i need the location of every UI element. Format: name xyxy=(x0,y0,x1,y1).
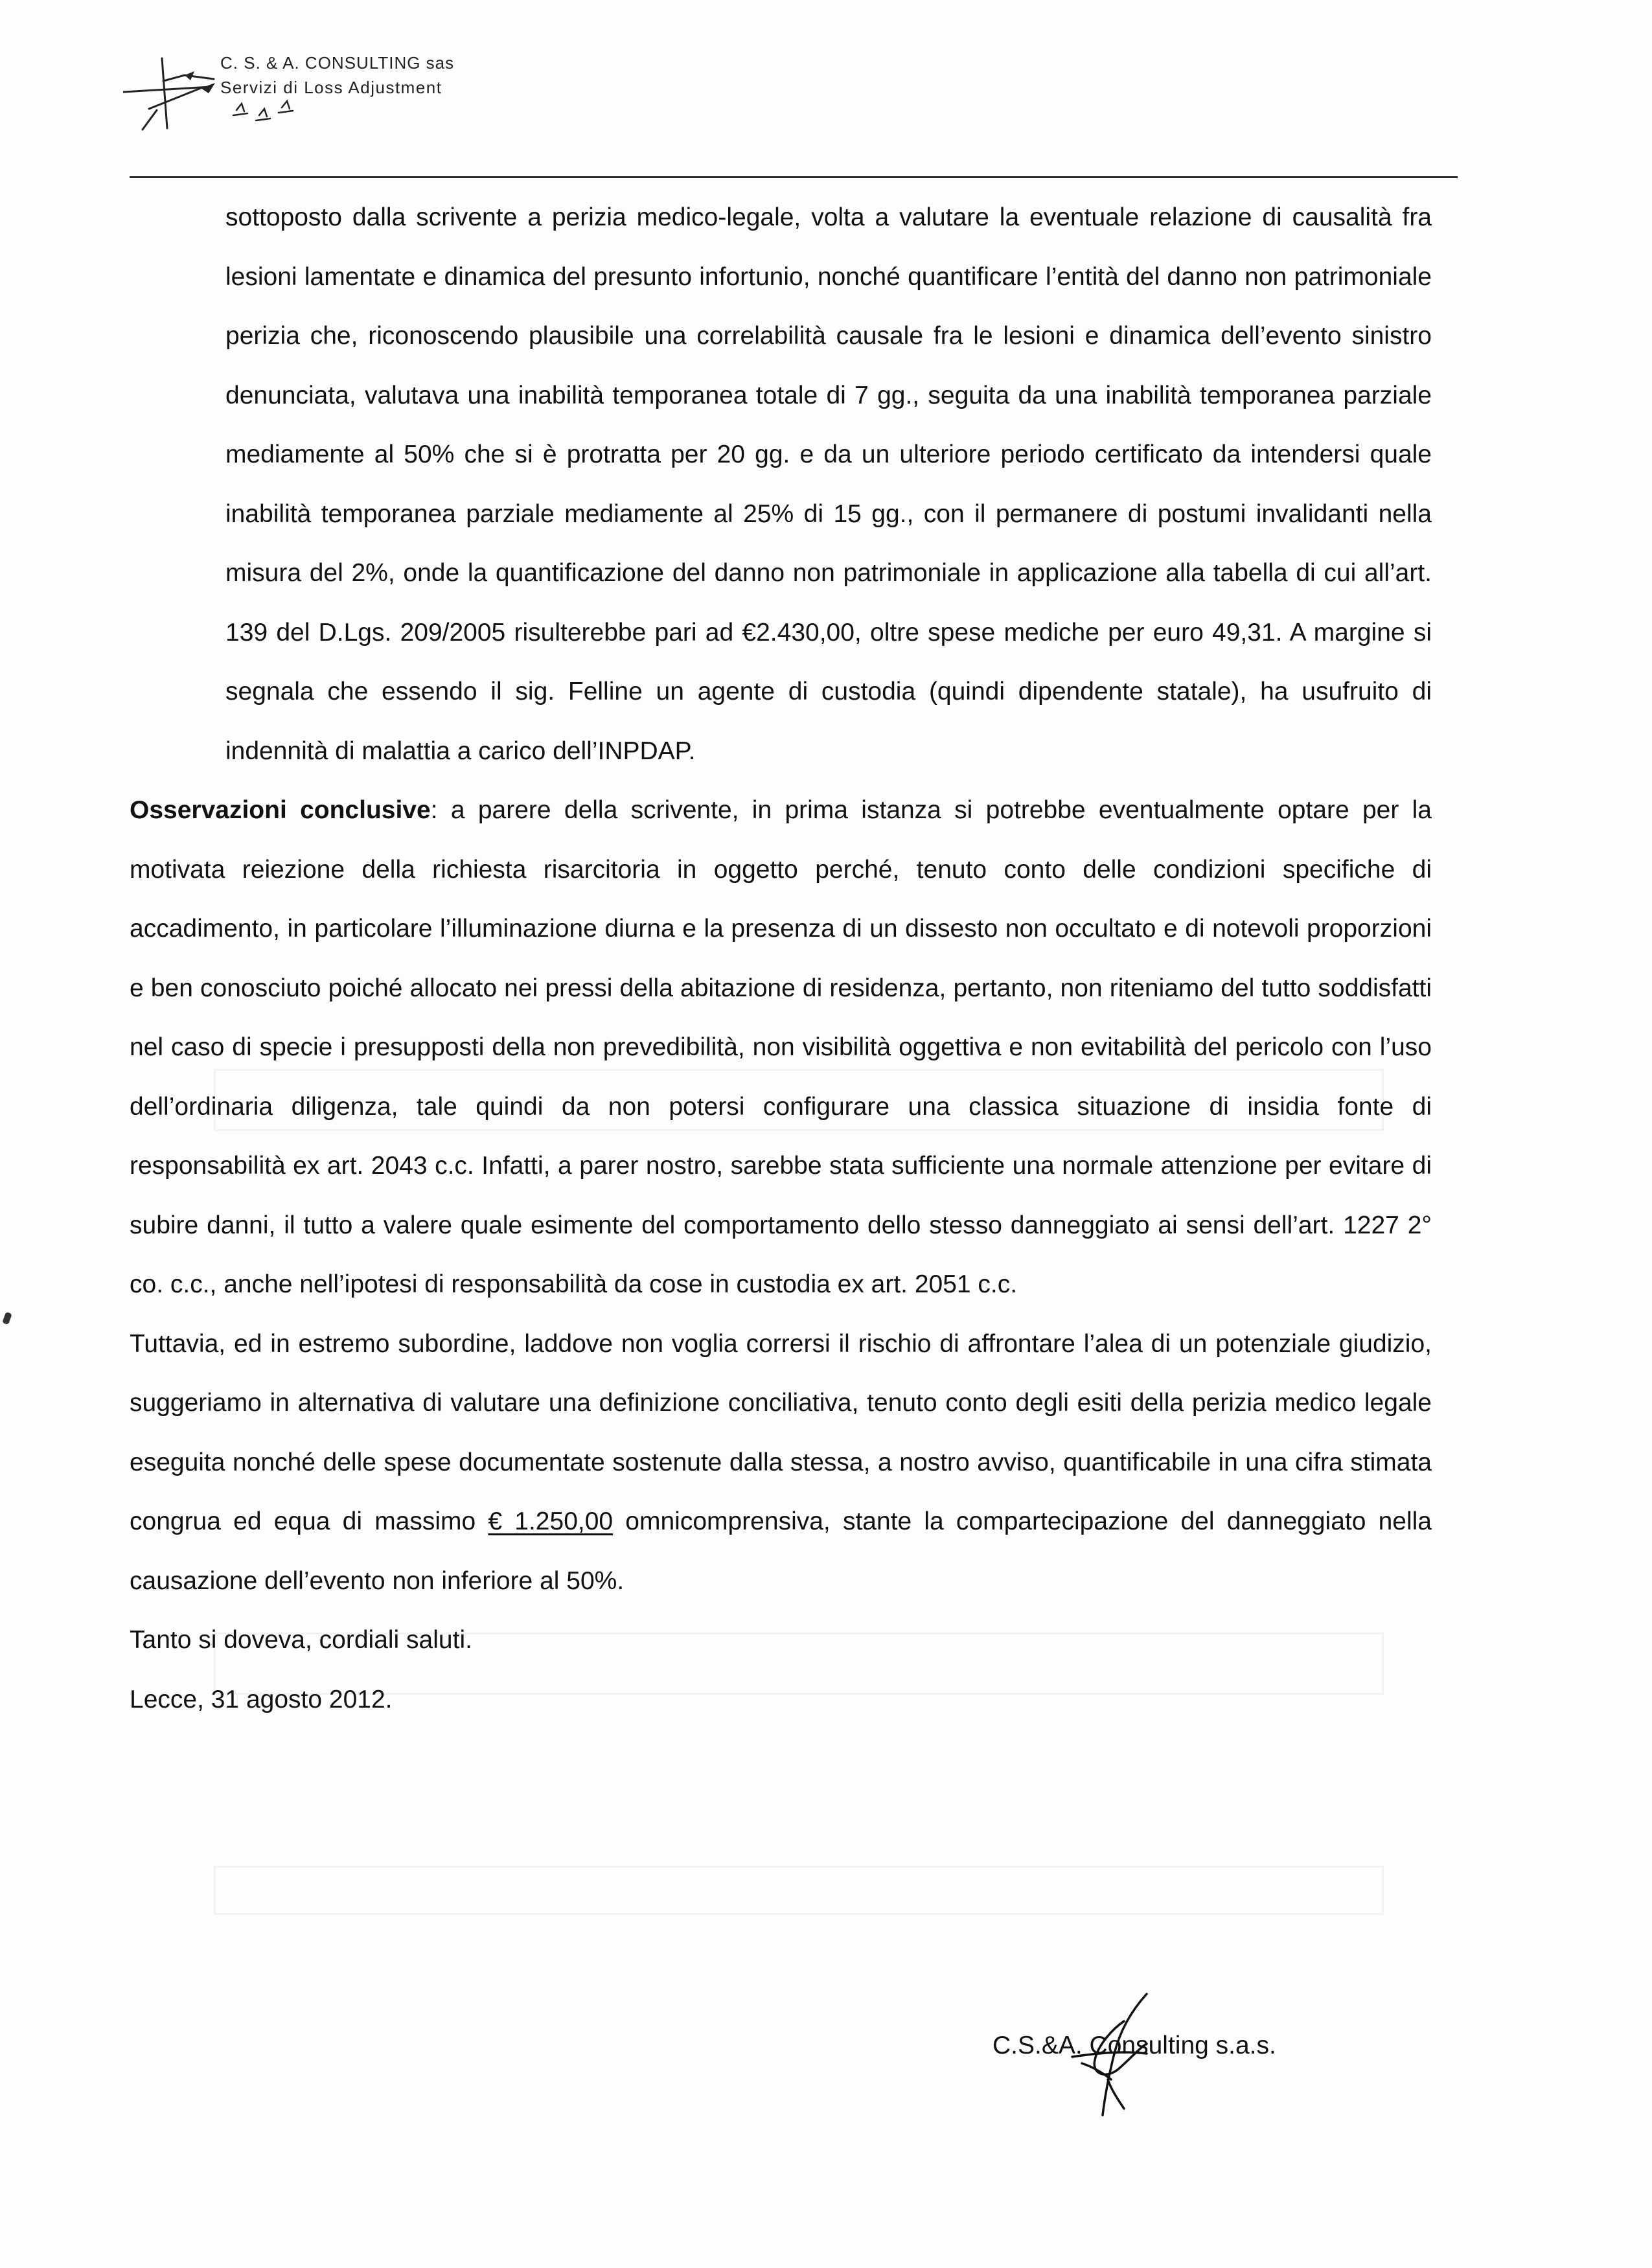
company-tagline: Servizi di Loss Adjustment xyxy=(220,78,442,97)
closing-line: Tanto si doveva, cordiali saluti. xyxy=(130,1626,472,1654)
handwritten-signature-icon xyxy=(985,1982,1179,2125)
margin-mark xyxy=(2,1312,12,1325)
paragraph-medical-assessment: sottoposto dalla scrivente a perizia medico-legale, volta a valutare la eventuale relazione di causalità fra lesioni lamentate e dinamica del presunto infortunio, nonché quantificare l’entità del danno non patrimoniale perizia che, riconoscendo plausibile una correlabilità causale fra le lesioni e dinamica dell’evento sinistro denunciata, valutava una inabilità temporanea totale di 7 gg., seguita da una inabilità temporanea parziale mediamente al 50% che si è protratta per 20 gg. e da un ulteriore periodo certificato da intendersi quale inabilità temporanea parziale mediamente al 25% di 15 gg., con il permanere di postumi invalidanti nella misura del 2%, onde la quantificazione del danno non patrimoniale in applicazione alla tabella di cui all’art. 139 del D.Lgs. 209/2005 risulterebbe pari ad €2.430,00, oltre spese mediche per euro 49,31. A margine si segnala che essendo il sig. Felline un agente di custodia (quindi dipendente statale), ha usufruito di indennità di malattia a carico dell’INPDAP. xyxy=(225,203,1432,765)
settlement-text-before: Tuttavia, ed in estremo subordine, laddove non voglia corrersi il rischio di affrontare l’alea di un potenziale giudizio, suggeriamo in alternativa di valutare una definizione conciliativa, tenuto conto degli esiti della perizia medico legale eseguita nonché delle spese documentate sostenute dalla stessa, a nostro avviso, quantificabile in una cifra stimata congrua ed equa di massimo xyxy=(130,1329,1432,1535)
conclusions-heading: Osservazioni conclusive xyxy=(130,796,431,824)
company-block xyxy=(220,51,454,100)
settlement-text-after: omnicomprensiva, stante la compartecipazione del danneggiato nella causazione dell’evento non inferiore al 50%. xyxy=(130,1507,1432,1595)
signature-block xyxy=(985,1982,1373,2125)
signature-company: C.S.&A. Consulting s.a.s. xyxy=(992,2032,1276,2059)
header-rule xyxy=(130,176,1458,178)
settlement-amount: € 1.250,00 xyxy=(488,1507,614,1535)
place-date: Lecce, 31 agosto 2012. xyxy=(130,1685,393,1713)
company-name: C. S. & A. CONSULTING sas xyxy=(220,53,455,73)
paragraph-conclusions xyxy=(130,781,1432,1314)
bleed-through-box xyxy=(214,1866,1384,1915)
conclusions-text: : a parere della scrivente, in prima istanza si potrebbe eventualmente optare per la motivata reiezione della richiesta risarcitoria in oggetto perché, tenuto conto delle condizioni specifiche di accadimento, in particolare l’illuminazione diurna e la presenza di un dissesto non occultato e di notevoli proporzioni e ben conosciuto poiché allocato nei pressi della abitazione di residenza, pertanto, non riteniamo del tutto soddisfatti nel caso di specie i presupposti della non prevedibilità, non visibilità oggettiva e non evitabilità del pericolo con l’uso dell’ordinaria diligenza, tale quindi da non potersi configurare una classica situazione di insidia fonte di responsabilità ex art. 2043 c.c. Infatti, a parer nostro, sarebbe stata sufficiente una normale attenzione per evitare di subire danni, il tutto a valere quale esimente del comportamento dello stesso danneggiato ai sensi dell’art. 1227 2° co. c.c., anche nell’ipotesi di responsabilità da cose in custodia ex art. 2051 c.c. xyxy=(130,796,1432,1298)
letterhead xyxy=(123,45,641,143)
paragraph-settlement xyxy=(130,1314,1432,1611)
letter-body xyxy=(130,188,1432,1729)
